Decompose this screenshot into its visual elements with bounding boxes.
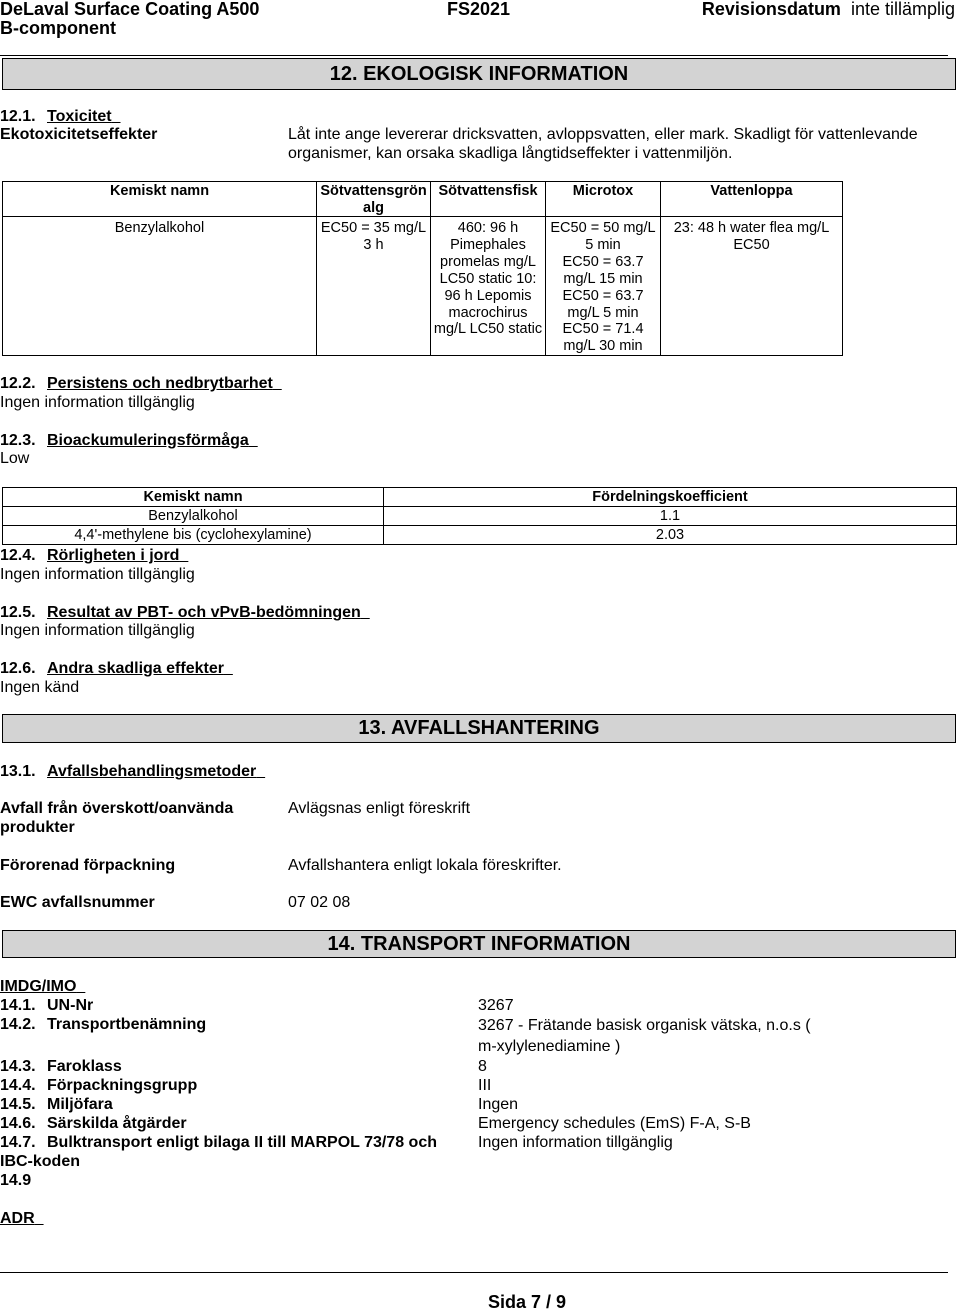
table-row <box>3 217 843 356</box>
subsection-12-6-heading <box>0 659 233 678</box>
item-label: UN-Nr <box>47 997 94 1014</box>
subsection-title: Avfallsbehandlingsmetoder <box>47 763 257 780</box>
toxicity-table <box>2 181 843 356</box>
cell-chemical-name: Benzylalkohol <box>3 217 317 356</box>
transport-item-value: Emergency schedules (EmS) F-A, S-B <box>478 1115 751 1132</box>
waste-value-packaging: Avfallshantera enligt lokala föreskrifter. <box>288 857 562 874</box>
footer-rule <box>0 1272 948 1273</box>
item-number: 14.4. <box>0 1077 36 1094</box>
column-header-microtox: Microtox <box>546 182 661 217</box>
transport-item-label <box>0 1114 187 1133</box>
subsection-text: Low <box>0 450 30 467</box>
imdg-heading-text: IMDG/IMO <box>0 978 77 995</box>
transport-item-label <box>0 1095 113 1114</box>
subsection-text: Ingen känd <box>0 679 80 696</box>
subsection-12-1-heading <box>0 107 121 126</box>
column-header-chemical-name: Kemiskt namn <box>3 488 384 507</box>
item-number: 14.6. <box>0 1115 36 1132</box>
document-code: FS2021 <box>447 0 511 19</box>
subsection-title: Andra skadliga effekter <box>47 660 224 677</box>
cell-daphnia: 23: 48 h water flea mg/L EC50 <box>661 217 843 356</box>
transport-item-value: 3267 <box>478 997 514 1014</box>
transport-item-label <box>0 996 93 1015</box>
item-number: 14.2. <box>0 1016 36 1033</box>
transport-item-label <box>0 1171 47 1190</box>
transport-item-label <box>0 1076 197 1095</box>
item-label: Faroklass <box>47 1058 122 1075</box>
column-header-daphnia: Vattenloppa <box>661 182 843 217</box>
subsection-title: Toxicitet <box>47 108 112 125</box>
subsection-title: Rörligheten i jord <box>47 547 180 564</box>
revision-value: inte tillämplig <box>850 0 955 19</box>
subsection-number: 12.2. <box>0 375 36 392</box>
page-number: Sida 7 / 9 <box>488 1292 567 1312</box>
column-header-chemical-name: Kemiskt namn <box>3 182 317 217</box>
transport-item-label <box>0 1015 206 1034</box>
product-component: B-component <box>0 18 116 38</box>
ecotox-text: Låt inte ange levererar dricksvatten, avloppsvatten, eller mark. Skadligt för vattenlevande organismer, kan orsaka skadliga långtidseffekter i vattenmiljön. <box>288 126 918 162</box>
table-row <box>3 526 957 545</box>
section-12-title: 12. EKOLOGISK INFORMATION <box>329 63 629 85</box>
adr-heading <box>0 1209 44 1228</box>
waste-label-ewc: EWC avfallsnummer <box>0 894 155 911</box>
subsection-13-1-heading <box>0 762 265 781</box>
item-number: 14.1. <box>0 997 36 1014</box>
subsection-title: Persistens och nedbrytbarhet <box>47 375 273 392</box>
subsection-12-4-heading <box>0 546 188 565</box>
waste-value-surplus: Avlägsnas enligt föreskrift <box>288 800 471 817</box>
column-header-partition-coefficient: Fördelningskoefficient <box>384 488 957 507</box>
cell-partition-coefficient: 2.03 <box>384 526 957 545</box>
product-name: DeLaval Surface Coating A500 <box>0 0 260 19</box>
item-label: Miljöfara <box>47 1096 113 1113</box>
item-number: 14.3. <box>0 1058 36 1075</box>
partition-table-header-row <box>3 488 957 507</box>
cell-partition-coefficient: 1.1 <box>384 507 957 526</box>
subsection-text: Ingen information tillgänglig <box>0 566 195 583</box>
subsection-12-3-heading <box>0 431 258 450</box>
transport-item-value: Ingen <box>478 1096 519 1113</box>
cell-microtox: EC50 = 50 mg/L 5 min EC50 = 63.7 mg/L 15 min EC50 = 63.7 mg/L 5 min EC50 = 71.4 mg/L 30 min <box>546 217 661 356</box>
partition-coefficient-table <box>2 487 957 545</box>
item-number: 14.9 <box>0 1172 32 1189</box>
cell-chemical-name: 4,4'-methylene bis (cyclohexylamine) <box>3 526 384 545</box>
column-header-algae: Sötvattensgrön alg <box>317 182 431 217</box>
cell-chemical-name: Benzylalkohol <box>3 507 384 526</box>
revision-info <box>702 0 955 18</box>
item-label: Transportbenämning <box>47 1016 207 1033</box>
subsection-number: 12.3. <box>0 432 36 449</box>
item-label: Särskilda åtgärder <box>47 1115 187 1132</box>
waste-label-packaging: Förorenad förpackning <box>0 857 176 874</box>
subsection-title: Bioackumuleringsförmåga <box>47 432 249 449</box>
section-14-banner <box>2 930 956 958</box>
header-rule <box>0 55 948 56</box>
toxicity-table-header-row <box>3 182 843 217</box>
item-number: 14.5. <box>0 1096 36 1113</box>
section-13-title: 13. AVFALLSHANTERING <box>358 717 600 739</box>
adr-heading-text: ADR <box>0 1210 35 1227</box>
item-label: Bulktransport enligt bilaga II till MARPOL 73/78 och IBC-koden <box>0 1134 437 1170</box>
subsection-12-5-heading <box>0 603 370 622</box>
section-14-title: 14. TRANSPORT INFORMATION <box>327 933 631 955</box>
column-header-fish: Sötvattensfisk <box>431 182 546 217</box>
item-label: Förpackningsgrupp <box>47 1077 198 1094</box>
transport-item-value: III <box>478 1077 492 1094</box>
subsection-text: Ingen information tillgänglig <box>0 394 195 411</box>
table-row <box>3 507 957 526</box>
imdg-heading <box>0 977 85 996</box>
subsection-title: Resultat av PBT- och vPvB-bedömningen <box>47 604 361 621</box>
subsection-12-2-heading <box>0 374 282 393</box>
transport-item-value: Ingen information tillgänglig <box>478 1134 673 1151</box>
transport-item-label <box>0 1133 437 1171</box>
cell-fish: 460: 96 h Pimephales promelas mg/L LC50 static 10: 96 h Lepomis macrochirus mg/L LC50 static <box>431 217 546 356</box>
ecotox-label: Ekotoxicitetseffekter <box>0 126 158 143</box>
waste-value-ewc: 07 02 08 <box>288 894 351 911</box>
transport-item-value: 3267 - Frätande basisk organisk vätska, n.o.s ( m-xylylenediamine ) <box>478 1017 811 1055</box>
waste-label-surplus: Avfall från överskott/oanvända produkter <box>0 800 234 836</box>
revision-label: Revisionsdatum <box>701 0 841 19</box>
transport-item-label <box>0 1057 122 1076</box>
item-number: 14.7. <box>0 1134 36 1151</box>
cell-algae: EC50 = 35 mg/L 3 h <box>317 217 431 356</box>
subsection-number: 13.1. <box>0 763 36 780</box>
section-12-banner <box>2 58 956 90</box>
subsection-text: Ingen information tillgänglig <box>0 622 195 639</box>
subsection-number: 12.6. <box>0 660 36 677</box>
subsection-number: 12.4. <box>0 547 36 564</box>
section-13-banner <box>2 714 956 743</box>
subsection-number: 12.5. <box>0 604 36 621</box>
subsection-number: 12.1. <box>0 108 36 125</box>
transport-item-value: 8 <box>478 1058 487 1075</box>
